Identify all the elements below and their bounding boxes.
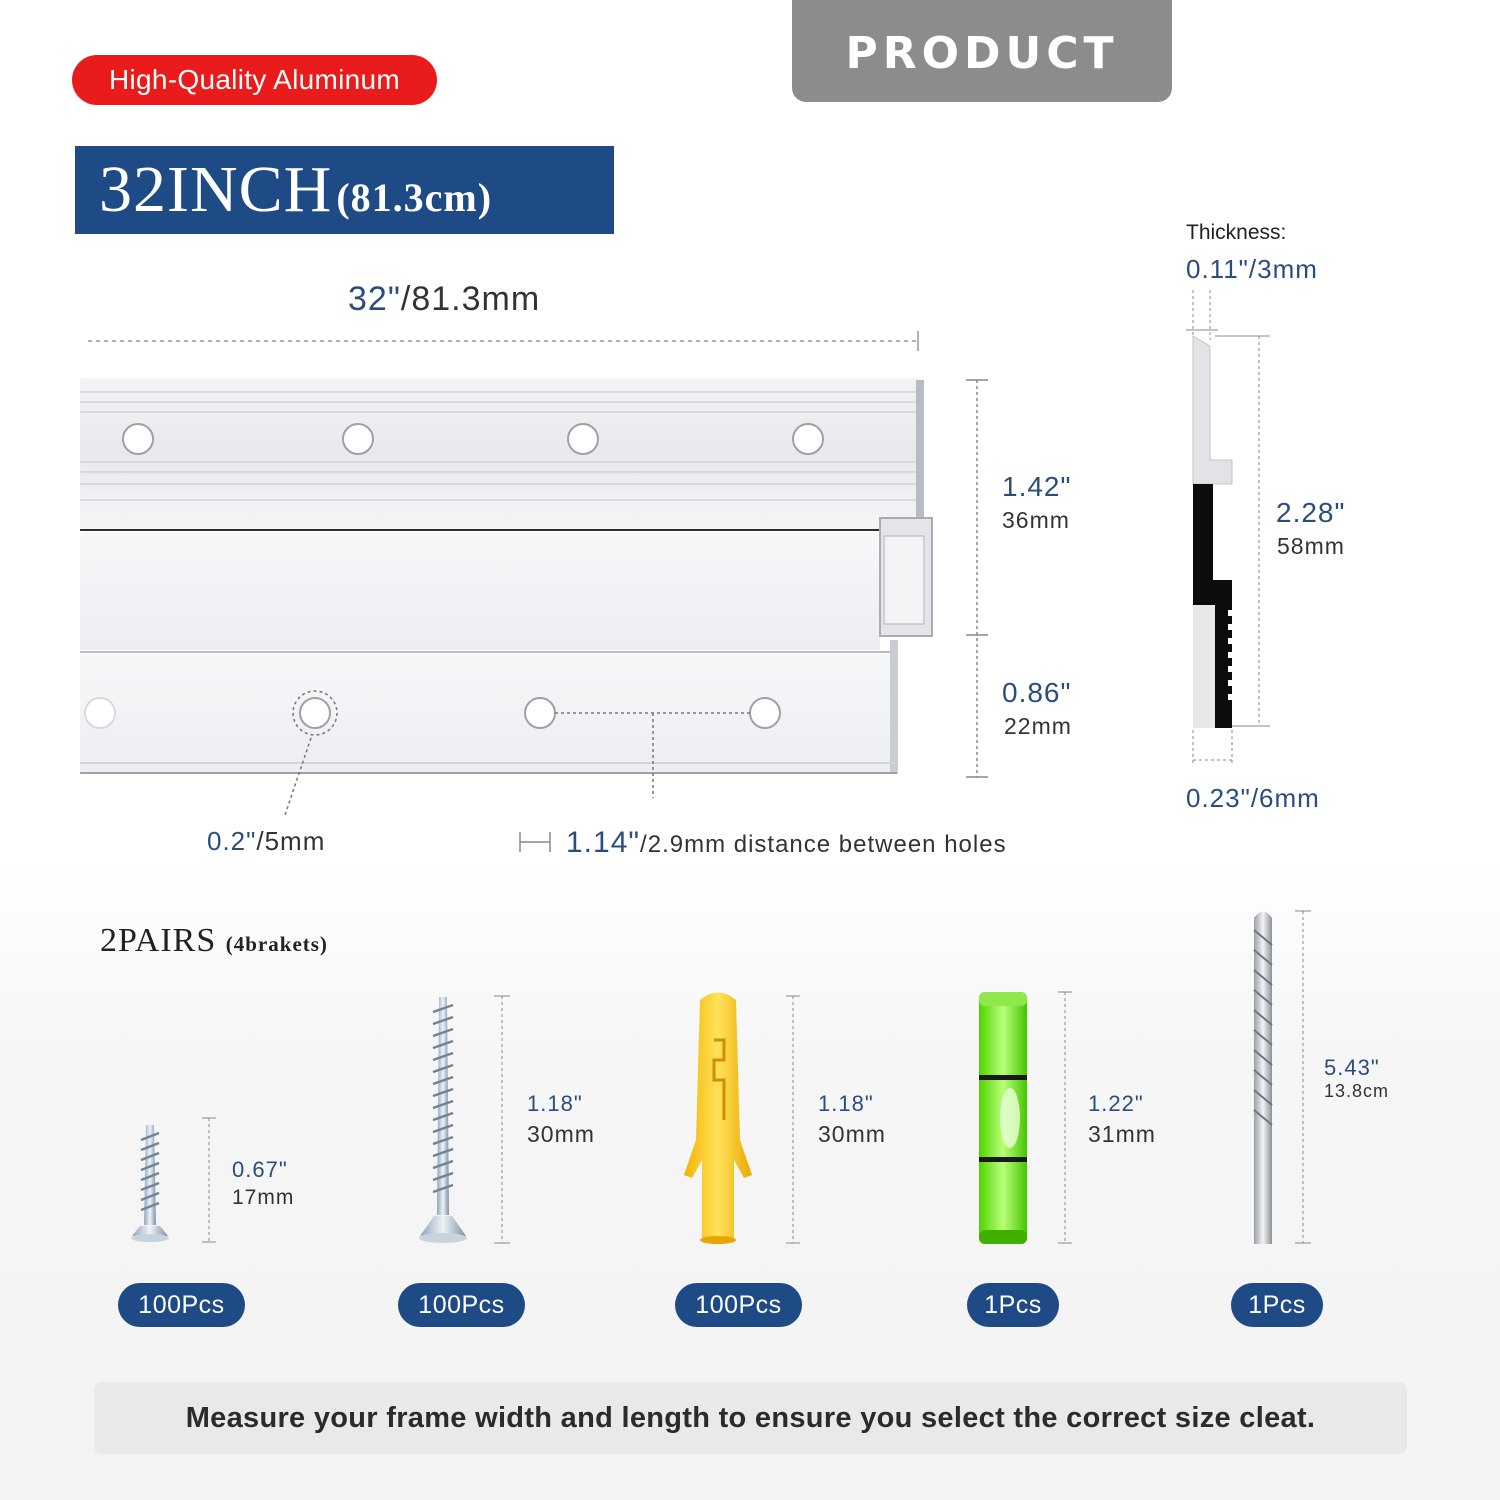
- long-screw-quantity: 100Pcs: [398, 1283, 525, 1327]
- hole-spacing-value: 1.14": [566, 826, 641, 859]
- hole-size-unit: /5mm: [256, 826, 326, 856]
- small-screw-quantity: 100Pcs: [118, 1283, 245, 1327]
- long-screw-size-mm: 30mm: [527, 1121, 595, 1147]
- profile-base-value: 0.23"/6mm: [1186, 783, 1320, 813]
- long-screw-size-inch: 1.18": [527, 1091, 583, 1116]
- length-title-main: 32INCH: [99, 153, 333, 226]
- hole-spacing-unit: /2.9mm distance between holes: [640, 831, 1007, 858]
- profile-height-inch: 2.28": [1276, 497, 1346, 528]
- long-screw-image: [419, 997, 467, 1243]
- lower-height-inch: 0.86": [1002, 677, 1072, 708]
- bubble-level-size-mm: 31mm: [1088, 1121, 1156, 1147]
- bubble-level-quantity: 1Pcs: [967, 1283, 1059, 1327]
- wall-anchor-size-mm: 30mm: [818, 1121, 886, 1147]
- pairs-title-sub: (4brakets): [225, 932, 328, 956]
- sizing-note: Measure your frame width and length to ensure you select the correct size cleat.: [94, 1382, 1407, 1454]
- thickness-value: 0.11"/3mm: [1186, 254, 1318, 284]
- wall-anchor-quantity: 100Pcs: [675, 1283, 802, 1327]
- drill-bit-image: [1254, 912, 1272, 1245]
- wall-anchor-image: [684, 993, 752, 1245]
- profile-height-mm: 58mm: [1277, 533, 1345, 559]
- upper-height-mm: 36mm: [1002, 507, 1070, 533]
- cleat-length-value: 32": [348, 280, 401, 318]
- small-screw-size-mm: 17mm: [232, 1186, 295, 1209]
- wall-anchor-size-inch: 1.18": [818, 1091, 874, 1116]
- small-screw-size-inch: 0.67": [232, 1157, 288, 1182]
- hole-size-value: 0.2": [207, 826, 257, 856]
- bubble-level-image: [979, 992, 1027, 1244]
- quality-badge: High-Quality Aluminum: [72, 55, 437, 105]
- lower-height-mm: 22mm: [1004, 713, 1072, 739]
- bubble-level-size-inch: 1.22": [1088, 1091, 1144, 1116]
- product-size-tab: PRODUCT SIZE: [792, 0, 1172, 102]
- upper-height-inch: 1.42": [1002, 471, 1072, 502]
- drill-bit-quantity: 1Pcs: [1231, 1283, 1323, 1327]
- drill-bit-size-inch: 5.43": [1324, 1055, 1380, 1080]
- cleat-length-unit: /81.3mm: [400, 280, 541, 318]
- drill-bit-size-mm: 13.8cm: [1324, 1081, 1390, 1101]
- pairs-title-main: 2PAIRS: [100, 922, 217, 959]
- thickness-label: Thickness:: [1186, 221, 1287, 244]
- small-screw-image: [131, 1125, 169, 1242]
- length-title-sub: (81.3cm): [336, 175, 493, 220]
